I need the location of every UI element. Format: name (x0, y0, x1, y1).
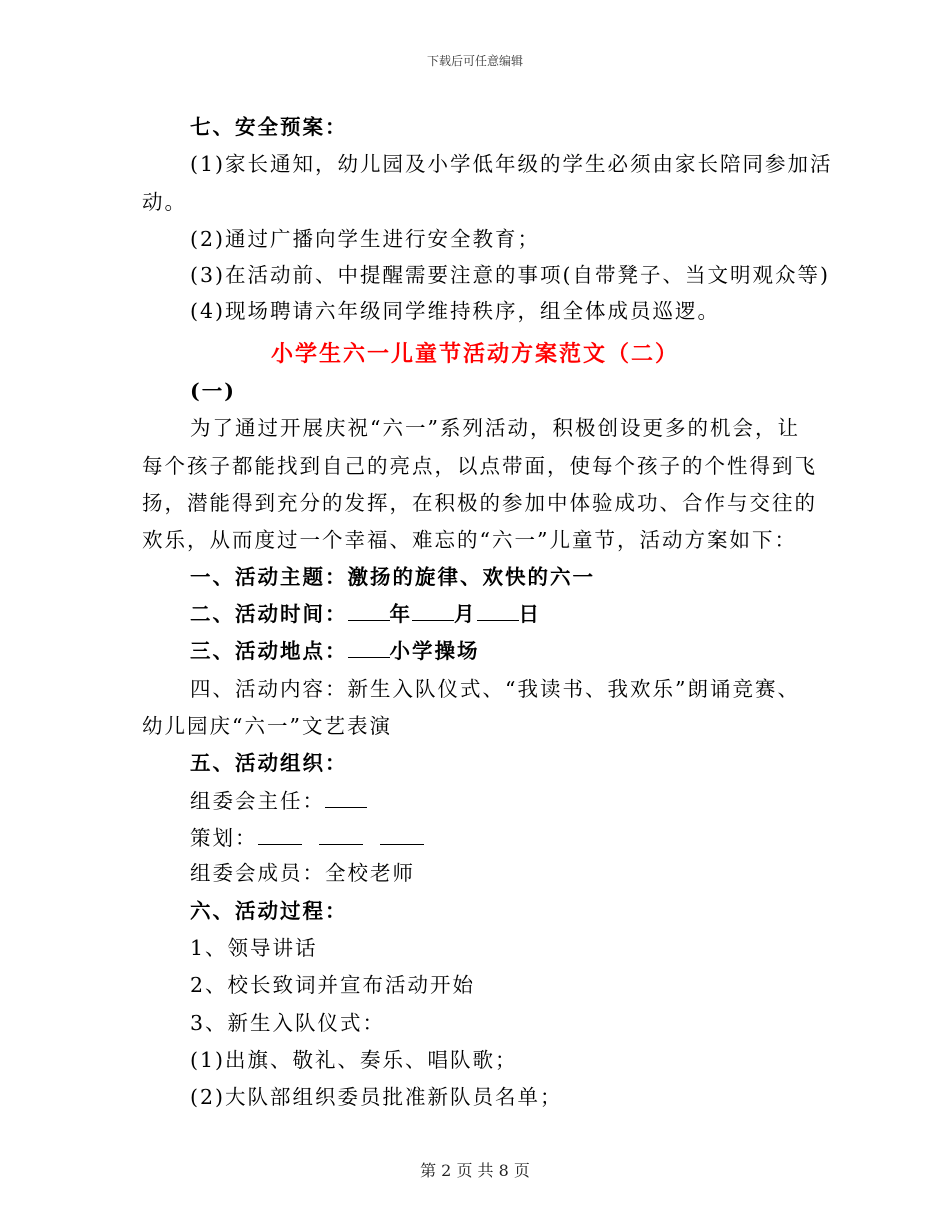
activity-time (190, 599, 541, 629)
intro-line-1: 为了通过开展庆祝“六一”系列活动，积极创设更多的机会，让 (190, 416, 800, 440)
intro-line-4: 欢乐，从而度过一个幸福、难忘的“六一”儿童节，活动方案如下： (142, 528, 797, 552)
day-blank (477, 600, 519, 621)
safety-item-3: (3)在活动前、中提醒需要注意的事项(自带凳子、当文明观众等) (190, 263, 831, 287)
activity-content: 四、活动内容：新生入队仪式、“我读书、我欢乐”朗诵竞赛、 (190, 677, 800, 701)
header-note: 下载后可任意编辑 (426, 54, 523, 68)
month-blank (412, 600, 454, 621)
year-label: 年 (389, 602, 412, 626)
planner-blank-1 (258, 824, 302, 845)
safety-item-4: (4)现场聘请六年级同学维持秩序，组全体成员巡逻。 (190, 299, 721, 323)
process-item-1: 1、领导讲话 (190, 936, 318, 960)
place-blank (348, 637, 390, 658)
safety-item-1-cont: 动。 (142, 190, 187, 214)
place-label: 三、活动地点： (190, 639, 348, 663)
activity-place (190, 636, 480, 666)
process-item-3: 3、新生入队仪式： (190, 1011, 386, 1035)
planner-blank-2 (319, 824, 363, 845)
process-item-2: 2、校长致词并宣布活动开始 (190, 973, 476, 997)
org-planner (190, 823, 424, 853)
director-blank (325, 787, 367, 808)
safety-item-2: (2)通过广播向学生进行安全教育； (190, 227, 541, 251)
org-members: 组委会成员：全校老师 (190, 861, 415, 885)
page-number: 第 2 页 共 8 页 (420, 1161, 530, 1180)
year-blank (348, 600, 390, 621)
director-label: 组委会主任： (190, 789, 325, 813)
section-7-heading: 七、安全预案： (190, 115, 348, 139)
day-label: 日 (518, 602, 541, 626)
safety-item-1: (1)家长通知，幼儿园及小学低年级的学生必须由家长陪同参加活 (190, 152, 833, 176)
planner-blank-3 (380, 824, 424, 845)
activity-theme: 一、活动主题：激扬的旋律、欢快的六一 (190, 565, 595, 589)
section-5-heading: 五、活动组织： (190, 751, 348, 775)
month-label: 月 (454, 602, 477, 626)
process-item-3-1: (1)出旗、敬礼、奏乐、唱队歌； (190, 1048, 518, 1072)
org-director (190, 786, 367, 816)
place-value: 小学操场 (389, 639, 480, 663)
section-6-heading: 六、活动过程： (190, 899, 348, 923)
process-item-3-2: (2)大队部组织委员批准新队员名单； (190, 1085, 563, 1109)
part-label: (一) (190, 379, 236, 403)
activity-content-cont: 幼儿园庆“六一”文艺表演 (142, 714, 392, 738)
intro-line-2: 每个孩子都能找到自己的亮点，以点带面，使每个孩子的个性得到飞 (142, 454, 817, 478)
planner-label: 策划： (190, 826, 258, 850)
document-title: 小学生六一儿童节活动方案范文（二） (270, 341, 679, 367)
time-label: 二、活动时间： (190, 602, 348, 626)
intro-line-3: 扬，潜能得到充分的发挥，在积极的参加中体验成功、合作与交往的 (142, 491, 817, 515)
